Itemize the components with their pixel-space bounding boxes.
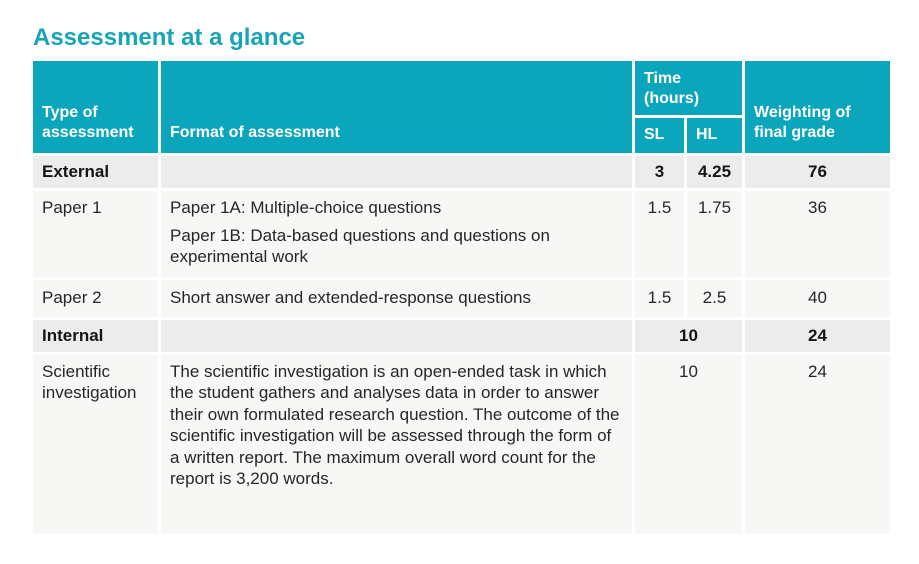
column-header-format-label: Format of assessment bbox=[170, 124, 340, 141]
row-external bbox=[33, 156, 890, 188]
cell-internal-weighting: 24 bbox=[745, 320, 890, 352]
cell-paper2-format: Short answer and extended-response questions bbox=[161, 280, 632, 317]
cell-scientific-format: The scientific investigation is an open-ended task in which the student gathers and analyses data in order to answer their own formulated research question. The outcome of the scientific investigation will be assessed through the form of a written report. The maximum overall word count for the report is 3,200 words. bbox=[161, 355, 632, 534]
column-header-type-of-assessment bbox=[33, 61, 158, 153]
cell-external-type: External bbox=[33, 156, 158, 188]
row-scientific-investigation bbox=[33, 355, 890, 534]
column-header-format-of-assessment bbox=[161, 61, 632, 153]
cell-paper1-weighting: 36 bbox=[745, 191, 890, 276]
cell-paper2-hl: 2.5 bbox=[687, 280, 742, 317]
cell-paper2-sl: 1.5 bbox=[635, 280, 684, 317]
cell-paper1-sl: 1.5 bbox=[635, 191, 684, 276]
cell-paper2-weighting: 40 bbox=[745, 280, 890, 317]
table-header bbox=[33, 61, 890, 153]
cell-internal-format bbox=[161, 320, 632, 352]
paper-1a-description: Paper 1A: Multiple-choice questions bbox=[170, 198, 442, 218]
column-header-time-label: Time (hours) bbox=[644, 70, 700, 107]
cell-paper2-type: Paper 2 bbox=[33, 280, 158, 317]
column-header-type-label: Type of assessment bbox=[42, 104, 134, 141]
column-header-weighting bbox=[745, 61, 890, 153]
page-title: Assessment at a glance bbox=[33, 24, 306, 51]
cell-external-weighting: 76 bbox=[745, 156, 890, 188]
cell-scientific-weighting: 24 bbox=[745, 355, 890, 534]
row-paper-1 bbox=[33, 191, 890, 276]
cell-paper1-type: Paper 1 bbox=[33, 191, 158, 276]
row-internal bbox=[33, 320, 890, 352]
assessment-table bbox=[30, 58, 893, 537]
cell-paper1-hl: 1.75 bbox=[687, 191, 742, 276]
column-header-sl: SL bbox=[635, 118, 684, 153]
cell-internal-time: 10 bbox=[635, 320, 742, 352]
cell-external-format bbox=[161, 156, 632, 188]
cell-external-hl: 4.25 bbox=[687, 156, 742, 188]
cell-scientific-type: Scientific investigation bbox=[33, 355, 158, 534]
table-body bbox=[33, 156, 890, 534]
cell-scientific-time: 10 bbox=[635, 355, 742, 534]
column-header-weighting-label: Weighting of final grade bbox=[754, 104, 851, 141]
cell-paper1-format bbox=[161, 191, 632, 276]
cell-external-sl: 3 bbox=[635, 156, 684, 188]
column-header-hl: HL bbox=[687, 118, 742, 153]
column-header-time-hours bbox=[635, 61, 742, 115]
row-paper-2 bbox=[33, 280, 890, 317]
cell-internal-type: Internal bbox=[33, 320, 158, 352]
paper-1b-description: Paper 1B: Data-based questions and questions on experimental work bbox=[170, 225, 550, 267]
